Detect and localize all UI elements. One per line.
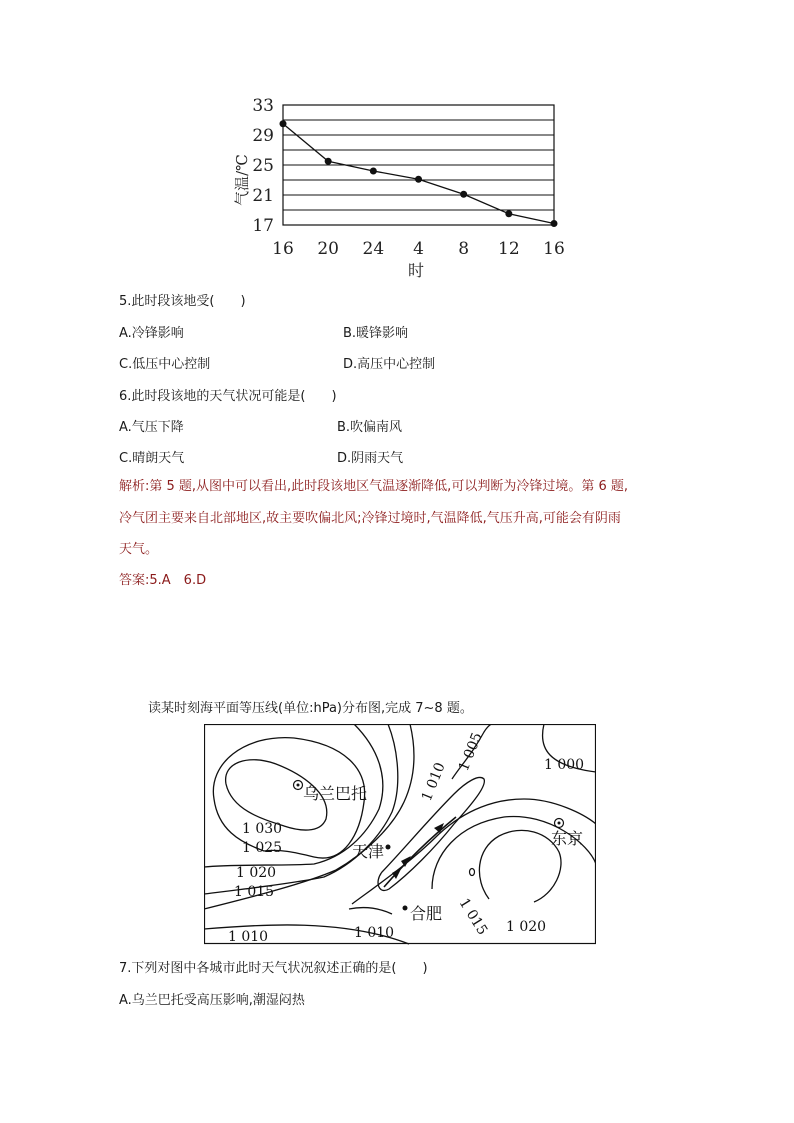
data-point [325,158,332,165]
data-point [280,120,287,127]
data-point [505,210,512,217]
data-point [460,191,467,198]
chart-y-ticks [252,96,274,236]
chart-y-axis-label: 气温/℃ [233,154,251,206]
y-tick-label: 17 [252,216,274,236]
city-hefei: 合肥 [410,904,443,923]
y-tick-label: 29 [252,126,274,146]
q7-option-a[interactable]: A.乌兰巴托受高压影响,潮湿闷热 [119,993,305,1008]
label-1010-bottom-left: 1 010 [228,929,269,945]
x-tick-label: 4 [413,239,424,259]
q6-option-a[interactable]: A.气压下降 [119,420,184,435]
q5-option-a[interactable]: A.冷锋影响 [119,326,184,341]
data-point [370,168,377,175]
label-1025: 1 025 [242,840,283,856]
map-intro: 读某时刻海平面等压线(单位:hPa)分布图,完成 7~8 题。 [148,701,473,716]
x-tick-label: 16 [272,239,294,259]
isobar-map [204,724,596,945]
data-point [415,176,422,183]
chart-points [280,120,558,227]
chart-x-axis-label: 时 [407,261,425,280]
x-tick-label: 20 [317,239,339,259]
y-tick-label: 33 [252,96,274,116]
explanation-line-1: 解析:第 5 题,从图中可以看出,此时段该地区气温逐渐降低,可以判断为冷锋过境。第 6 题, [119,479,628,494]
y-tick-label: 25 [252,156,274,176]
city-ulaanbaatar: 乌兰巴托 [303,784,368,803]
temperature-chart [220,90,580,290]
chart-x-ticks [272,239,565,259]
label-1010-bottom-mid: 1 010 [354,925,395,941]
label-1005: 1 005 [455,730,486,774]
label-1020-west: 1 020 [236,865,277,881]
q5-option-b[interactable]: B.暖锋影响 [343,326,409,341]
label-1030: 1 030 [242,821,283,837]
q5-stem: 5.此时段该地受( ) [119,294,246,309]
x-tick-label: 16 [543,239,565,259]
chart-grid [283,105,554,225]
explanation-line-2: 冷气团主要来自北部地区,故主要吹偏北风;冷锋过境时,气温降低,气压升高,可能会有阴雨 [119,511,621,526]
label-1020-east: 1 020 [506,919,547,935]
q6-option-d[interactable]: D.阴雨天气 [337,451,404,466]
x-tick-label: 12 [498,239,520,259]
tianjin-marker [386,845,391,850]
hefei-marker [403,906,408,911]
label-1015-west: 1 015 [234,884,275,900]
q6-option-c[interactable]: C.晴朗天气 [119,451,185,466]
label-1000: 1 000 [544,757,585,773]
q5-option-c[interactable]: C.低压中心控制 [119,357,211,372]
label-1015-east: 1 015 [455,895,491,939]
city-tianjin: 天津 [352,842,385,861]
q6-option-b[interactable]: B.吹偏南风 [337,420,403,435]
q7-stem: 7.下列对图中各城市此时天气状况叙述正确的是( ) [119,961,428,976]
data-point [551,220,558,227]
q6-stem: 6.此时段该地的天气状况可能是( ) [119,389,337,404]
x-tick-label: 24 [362,239,385,259]
explanation-line-3: 天气。 [119,542,159,557]
label-1010-north: 1 010 [418,760,449,804]
temperature-series-line [283,124,554,224]
y-tick-label: 21 [252,186,274,206]
q5-option-d[interactable]: D.高压中心控制 [343,357,436,372]
answer: 答案:5.A 6.D [119,573,207,588]
x-tick-label: 8 [458,239,470,259]
city-tokyo: 东京 [551,829,584,848]
